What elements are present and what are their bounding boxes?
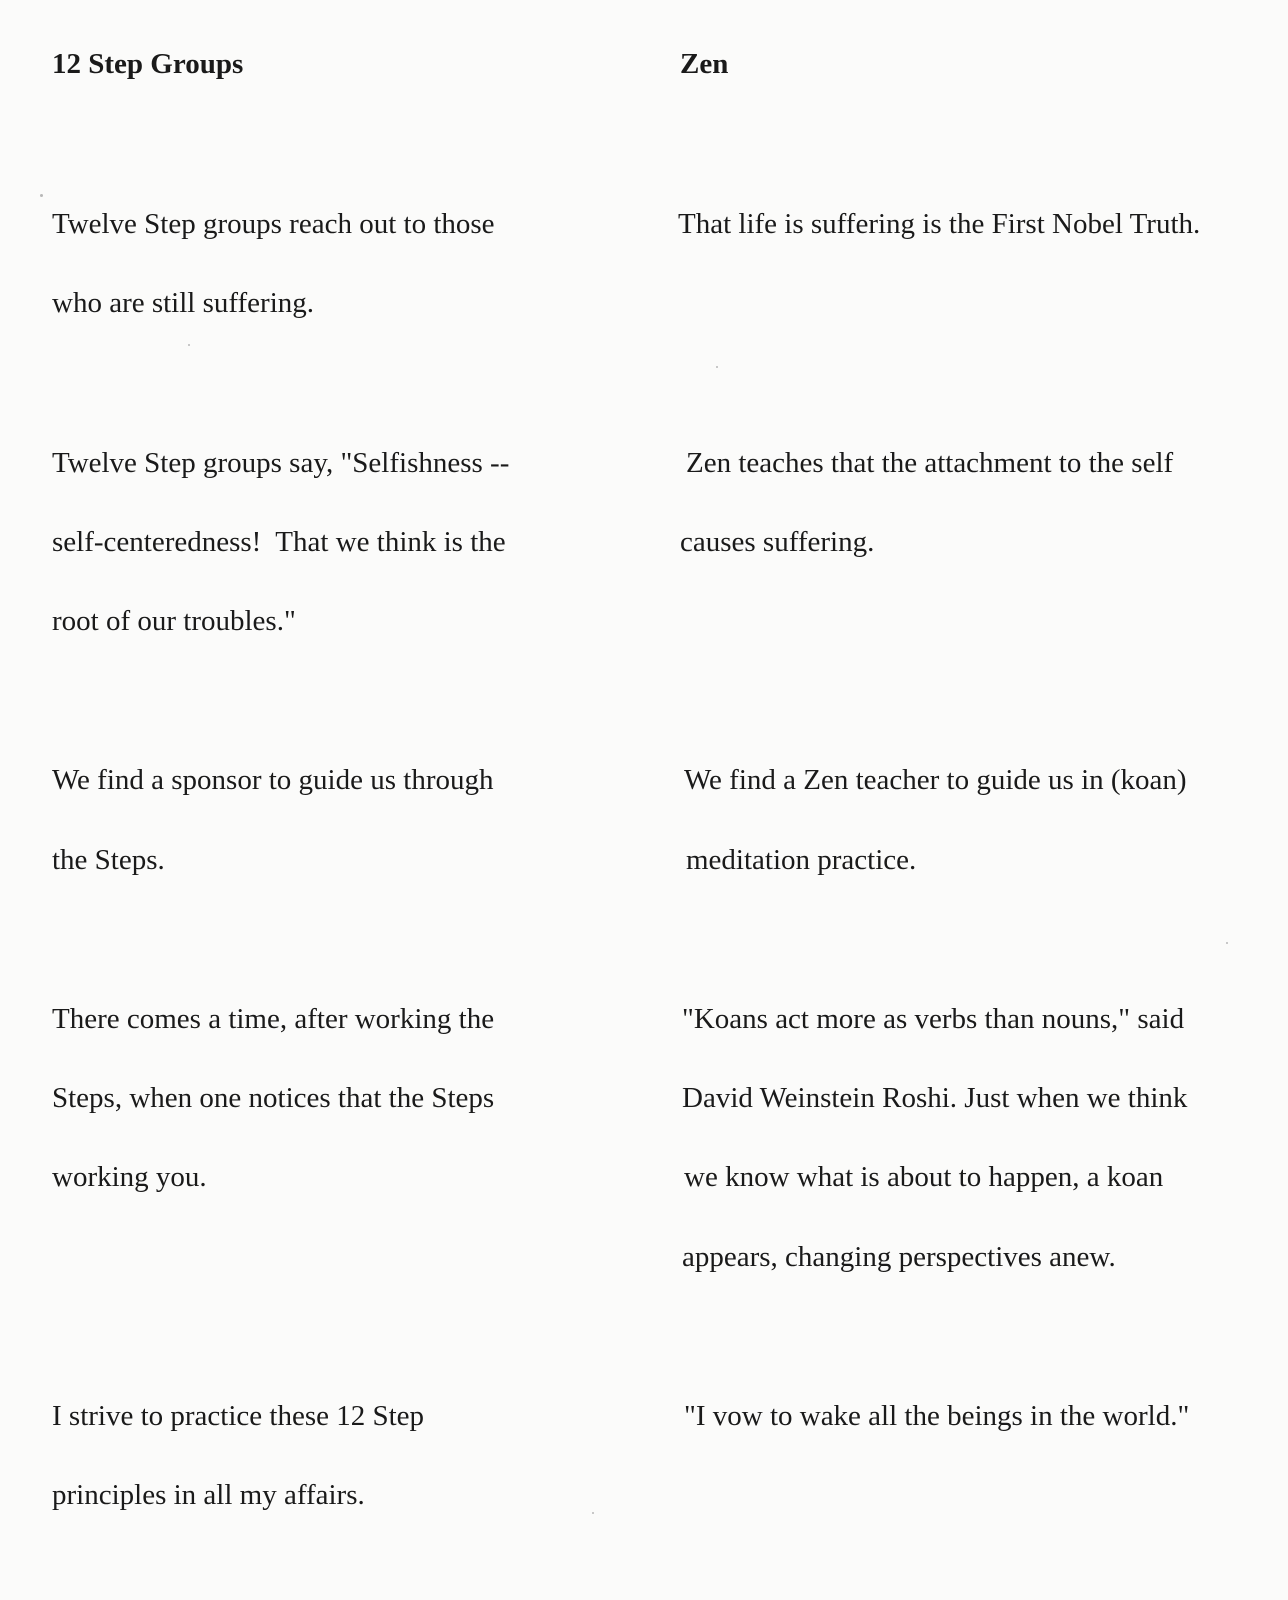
- text-line: principles in all my affairs.: [52, 1479, 365, 1511]
- text-line: we know what is about to happen, a koan: [684, 1161, 1164, 1193]
- text-line: Twelve Step groups say, "Selfishness --: [52, 447, 510, 479]
- text-line: Zen teaches that the attachment to the self: [686, 447, 1174, 479]
- scan-speck: [40, 194, 43, 197]
- scan-speck: [1226, 942, 1228, 944]
- text-line: the Steps.: [52, 844, 165, 876]
- text-line: Steps, when one notices that the Steps: [52, 1082, 495, 1114]
- text-line: causes suffering.: [680, 526, 875, 558]
- text-line: We find a sponsor to guide us through: [52, 764, 494, 796]
- text-line: There comes a time, after working the: [52, 1003, 495, 1035]
- text-line: That life is suffering is the First Nobel Truth.: [678, 208, 1201, 240]
- text-line: I strive to practice these 12 Step: [52, 1400, 425, 1432]
- right-column-heading: Zen: [680, 48, 729, 80]
- scan-speck: [188, 344, 190, 346]
- scan-speck: [592, 1512, 594, 1514]
- text-line: David Weinstein Roshi. Just when we think: [682, 1082, 1188, 1114]
- text-line: "I vow to wake all the beings in the world.": [684, 1400, 1190, 1432]
- left-column-heading: 12 Step Groups: [52, 48, 244, 80]
- text-line: meditation practice.: [686, 844, 917, 876]
- text-line: who are still suffering.: [52, 287, 315, 319]
- text-line: working you.: [52, 1161, 207, 1193]
- text-line: root of our troubles.": [52, 605, 296, 637]
- text-line: We find a Zen teacher to guide us in (koan): [684, 764, 1187, 796]
- text-line: Twelve Step groups reach out to those: [52, 208, 495, 240]
- text-line: "Koans act more as verbs than nouns," said: [682, 1003, 1185, 1035]
- scan-speck: [716, 366, 718, 368]
- text-line: appears, changing perspectives anew.: [682, 1241, 1116, 1273]
- text-line: self-centeredness! That we think is the: [52, 526, 506, 558]
